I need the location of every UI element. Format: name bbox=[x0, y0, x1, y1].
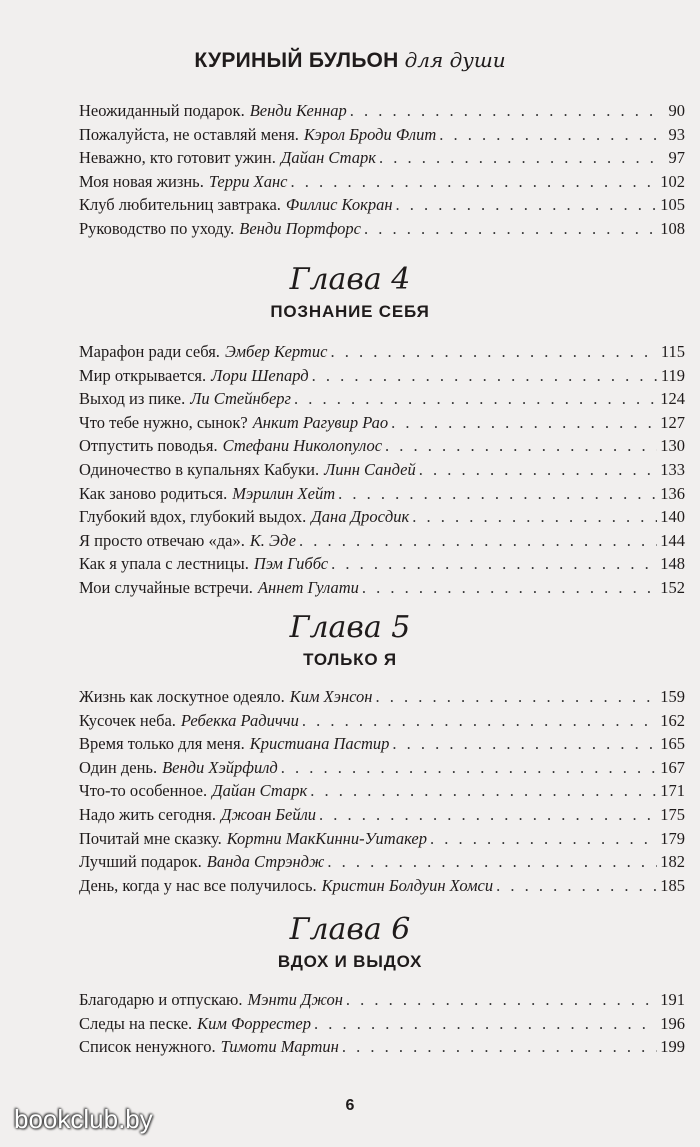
toc-entry-title: Как я упала с лестницы. bbox=[79, 554, 249, 574]
toc-entry-page: 179 bbox=[660, 828, 685, 848]
chapter-4-label: Глава 4 bbox=[289, 262, 411, 297]
toc-entry-author: Пэм Гиббс bbox=[253, 554, 329, 574]
toc-entry-title: Клуб любительниц завтрака. bbox=[79, 195, 281, 215]
toc-entry-author: Дана Дросдик bbox=[311, 507, 410, 527]
dot-leader bbox=[331, 554, 657, 574]
toc-entry-title: Кусочек неба. bbox=[79, 710, 176, 730]
toc-entry-author: Лори Шепард bbox=[211, 365, 309, 385]
dot-leader bbox=[294, 389, 657, 409]
toc-entry bbox=[79, 413, 685, 437]
toc-list-chapter-4 bbox=[79, 342, 685, 602]
toc-entry-title: Моя новая жизнь. bbox=[79, 171, 204, 191]
toc-entry bbox=[79, 829, 685, 853]
toc-entry-author: Кристиана Пастир bbox=[249, 734, 390, 754]
chapter-6-heading bbox=[0, 912, 700, 974]
toc-entry bbox=[79, 125, 685, 149]
toc-entry-title: Мои случайные встречи. bbox=[79, 577, 253, 597]
toc-entry-page: 130 bbox=[660, 436, 685, 456]
toc-entry-page: 144 bbox=[660, 530, 685, 550]
toc-entry bbox=[79, 531, 685, 555]
toc-entry-page: 105 bbox=[660, 195, 685, 215]
toc-entry bbox=[79, 436, 685, 460]
toc-entry-author: К. Эде bbox=[249, 530, 296, 550]
toc-entry bbox=[79, 734, 685, 758]
toc-entry bbox=[79, 852, 685, 876]
toc-entry bbox=[79, 507, 685, 531]
toc-entry-author: Венди Портфорс bbox=[239, 218, 362, 238]
toc-entry-author: Филлис Кокран bbox=[285, 195, 393, 215]
toc-entry-author: Кэрол Броди Флит bbox=[303, 124, 437, 144]
toc-entry bbox=[79, 366, 685, 390]
chapter-5-label: Глава 5 bbox=[289, 610, 411, 645]
toc-entry bbox=[79, 342, 685, 366]
toc-entry-page: 115 bbox=[660, 342, 685, 361]
toc-entry-page: 165 bbox=[660, 734, 685, 754]
toc-entry-author: Аннет Гулати bbox=[257, 577, 359, 597]
toc-entry-title: Неожиданный подарок. bbox=[79, 101, 245, 120]
toc-entry bbox=[79, 219, 685, 243]
toc-entry-title: Что-то особенное. bbox=[79, 781, 208, 801]
toc-entry-title: Неважно, кто готовит ужин. bbox=[79, 148, 276, 168]
dot-leader bbox=[330, 342, 657, 362]
toc-list-top bbox=[79, 101, 685, 243]
dot-leader bbox=[439, 125, 658, 145]
toc-entry-page: 97 bbox=[668, 148, 685, 168]
toc-entry-title: День, когда у нас все получилось. bbox=[79, 875, 317, 895]
dot-leader bbox=[302, 711, 657, 731]
toc-entry-title: Список ненужного. bbox=[79, 1037, 216, 1057]
toc-entry-page: 124 bbox=[660, 389, 685, 409]
toc-entry-author: Тимоти Мартин bbox=[220, 1037, 339, 1057]
toc-entry bbox=[79, 484, 685, 508]
dot-leader bbox=[419, 460, 658, 480]
running-head bbox=[0, 48, 700, 73]
toc-entry-title: Мир открывается. bbox=[79, 365, 207, 385]
toc-entry-title: Глубокий вдох, глубокий выдох. bbox=[79, 507, 307, 527]
toc-entry-author: Венди Хэйрфилд bbox=[162, 757, 278, 777]
toc-entry-page: 199 bbox=[660, 1037, 685, 1057]
toc-entry-title: Надо жить сегодня. bbox=[79, 804, 217, 824]
toc-entry bbox=[79, 1037, 685, 1061]
chapter-6-label: Глава 6 bbox=[289, 912, 411, 947]
toc-entry-author: Анкит Рагувир Рао bbox=[252, 412, 389, 432]
dot-leader bbox=[496, 876, 657, 896]
chapter-6-title: ВДОХ И ВЫДОХ bbox=[277, 952, 423, 971]
toc-entry-author: Ким Форрестер bbox=[197, 1013, 311, 1033]
dot-leader bbox=[430, 829, 657, 849]
toc-entry-page: 133 bbox=[660, 459, 685, 479]
toc-entry-author: Ли Стейнберг bbox=[190, 389, 291, 409]
toc-entry bbox=[79, 711, 685, 735]
toc-entry-author: Венди Кеннар bbox=[249, 101, 347, 120]
toc-entry-page: 93 bbox=[668, 124, 685, 144]
toc-entry-title: Время только для меня. bbox=[79, 734, 245, 754]
dot-leader bbox=[362, 578, 657, 598]
dot-leader bbox=[312, 366, 658, 386]
dot-leader bbox=[281, 758, 658, 778]
chapter-4-title: ПОЗНАНИЕ СЕБЯ bbox=[270, 302, 430, 321]
toc-entry-page: 162 bbox=[660, 710, 685, 730]
dot-leader bbox=[290, 172, 657, 192]
toc-entry bbox=[79, 172, 685, 196]
toc-entry-author: Джоан Бейли bbox=[221, 804, 317, 824]
toc-entry-page: 108 bbox=[660, 218, 685, 238]
toc-entry-author: Эмбер Кертис bbox=[224, 342, 328, 361]
site-watermark: bookclub.by bbox=[14, 1104, 153, 1134]
toc-entry-author: Терри Ханс bbox=[208, 171, 288, 191]
dot-leader bbox=[310, 781, 657, 801]
toc-entry-page: 148 bbox=[660, 554, 685, 574]
toc-entry-page: 102 bbox=[660, 171, 685, 191]
toc-entry-title: Лучший подарок. bbox=[79, 852, 202, 872]
toc-entry-title: Благодарю и отпускаю. bbox=[79, 990, 243, 1009]
toc-entry-title: Одиночество в купальнях Кабуки. bbox=[79, 459, 320, 479]
toc-entry-page: 136 bbox=[660, 483, 685, 503]
toc-entry-page: 152 bbox=[660, 577, 685, 597]
dot-leader bbox=[299, 531, 657, 551]
toc-entry bbox=[79, 758, 685, 782]
dot-leader bbox=[391, 413, 657, 433]
toc-entry bbox=[79, 781, 685, 805]
toc-entry-title: Выход из пике. bbox=[79, 389, 186, 409]
toc-entry-author: Ребекка Радиччи bbox=[180, 710, 299, 730]
toc-entry bbox=[79, 805, 685, 829]
toc-entry-title: Как заново родиться. bbox=[79, 483, 228, 503]
toc-entry-author: Кристин Болдуин Хомси bbox=[321, 875, 494, 895]
running-head-title: КУРИНЫЙ БУЛЬОН bbox=[194, 49, 399, 72]
toc-entry bbox=[79, 148, 685, 172]
toc-entry-page: 196 bbox=[660, 1013, 685, 1033]
toc-entry-title: Жизнь как лоскутное одеяло. bbox=[79, 687, 285, 706]
dot-leader bbox=[412, 507, 657, 527]
toc-entry-author: Ванда Стрэндж bbox=[206, 852, 325, 872]
toc-entry-author: Ким Хэнсон bbox=[289, 687, 373, 706]
dot-leader bbox=[350, 101, 658, 121]
dot-leader bbox=[375, 687, 657, 707]
toc-entry bbox=[79, 687, 685, 711]
toc-list-chapter-5 bbox=[79, 687, 685, 899]
toc-entry bbox=[79, 876, 685, 900]
dot-leader bbox=[379, 148, 658, 168]
toc-entry-title: Марафон ради себя. bbox=[79, 342, 220, 361]
toc-entry bbox=[79, 460, 685, 484]
chapter-4-heading bbox=[0, 262, 700, 324]
toc-entry bbox=[79, 554, 685, 578]
toc-entry-author: Дайан Старк bbox=[212, 781, 308, 801]
dot-leader bbox=[364, 219, 657, 239]
toc-entry-title: Пожалуйста, не оставляй меня. bbox=[79, 124, 299, 144]
toc-entry bbox=[79, 195, 685, 219]
toc-entry-page: 119 bbox=[660, 365, 685, 385]
toc-entry-title: Что тебе нужно, сынок? bbox=[79, 412, 248, 432]
page-number: 6 bbox=[345, 1097, 355, 1114]
toc-entry-author: Мэнти Джон bbox=[247, 990, 343, 1009]
dot-leader bbox=[338, 484, 657, 504]
running-head-script: для души bbox=[404, 48, 506, 72]
chapter-5-heading bbox=[0, 610, 700, 672]
dot-leader bbox=[346, 990, 657, 1010]
toc-entry-page: 182 bbox=[660, 852, 685, 872]
toc-entry-page: 127 bbox=[660, 412, 685, 432]
toc-entry-title: Отпустить поводья. bbox=[79, 436, 218, 456]
toc-entry-title: Следы на песке. bbox=[79, 1013, 193, 1033]
dot-leader bbox=[319, 805, 657, 825]
toc-entry-author: Стефани Николопулос bbox=[222, 436, 383, 456]
dot-leader bbox=[314, 1014, 657, 1034]
toc-entry-page: 140 bbox=[660, 507, 685, 527]
dot-leader bbox=[385, 436, 657, 456]
toc-entry-author: Мэрилин Хейт bbox=[232, 483, 336, 503]
toc-entry-page: 90 bbox=[668, 101, 685, 120]
toc-entry-page: 159 bbox=[660, 687, 685, 706]
dot-leader bbox=[342, 1037, 657, 1057]
toc-entry-author: Кортни МакКинни-Уитакер bbox=[226, 828, 427, 848]
toc-entry-page: 171 bbox=[660, 781, 685, 801]
toc-entry-page: 175 bbox=[660, 804, 685, 824]
toc-entry-page: 167 bbox=[660, 757, 685, 777]
dot-leader bbox=[392, 734, 657, 754]
toc-entry bbox=[79, 990, 685, 1014]
toc-entry-author: Линн Сандей bbox=[324, 459, 416, 479]
toc-entry-title: Почитай мне сказку. bbox=[79, 828, 222, 848]
toc-entry bbox=[79, 1014, 685, 1038]
toc-entry-title: Руководство по уходу. bbox=[79, 218, 235, 238]
toc-entry bbox=[79, 389, 685, 413]
toc-entry-page: 191 bbox=[660, 990, 685, 1009]
toc-entry-author: Дайан Старк bbox=[280, 148, 376, 168]
toc-list-chapter-6 bbox=[79, 990, 685, 1061]
toc-entry bbox=[79, 101, 685, 125]
toc-entry-title: Один день. bbox=[79, 757, 158, 777]
toc-entry-title: Я просто отвечаю «да». bbox=[79, 530, 245, 550]
toc-entry bbox=[79, 578, 685, 602]
dot-leader bbox=[327, 852, 657, 872]
toc-entry-page: 185 bbox=[660, 875, 685, 895]
dot-leader bbox=[396, 195, 658, 215]
chapter-5-title: ТОЛЬКО Я bbox=[303, 650, 397, 669]
